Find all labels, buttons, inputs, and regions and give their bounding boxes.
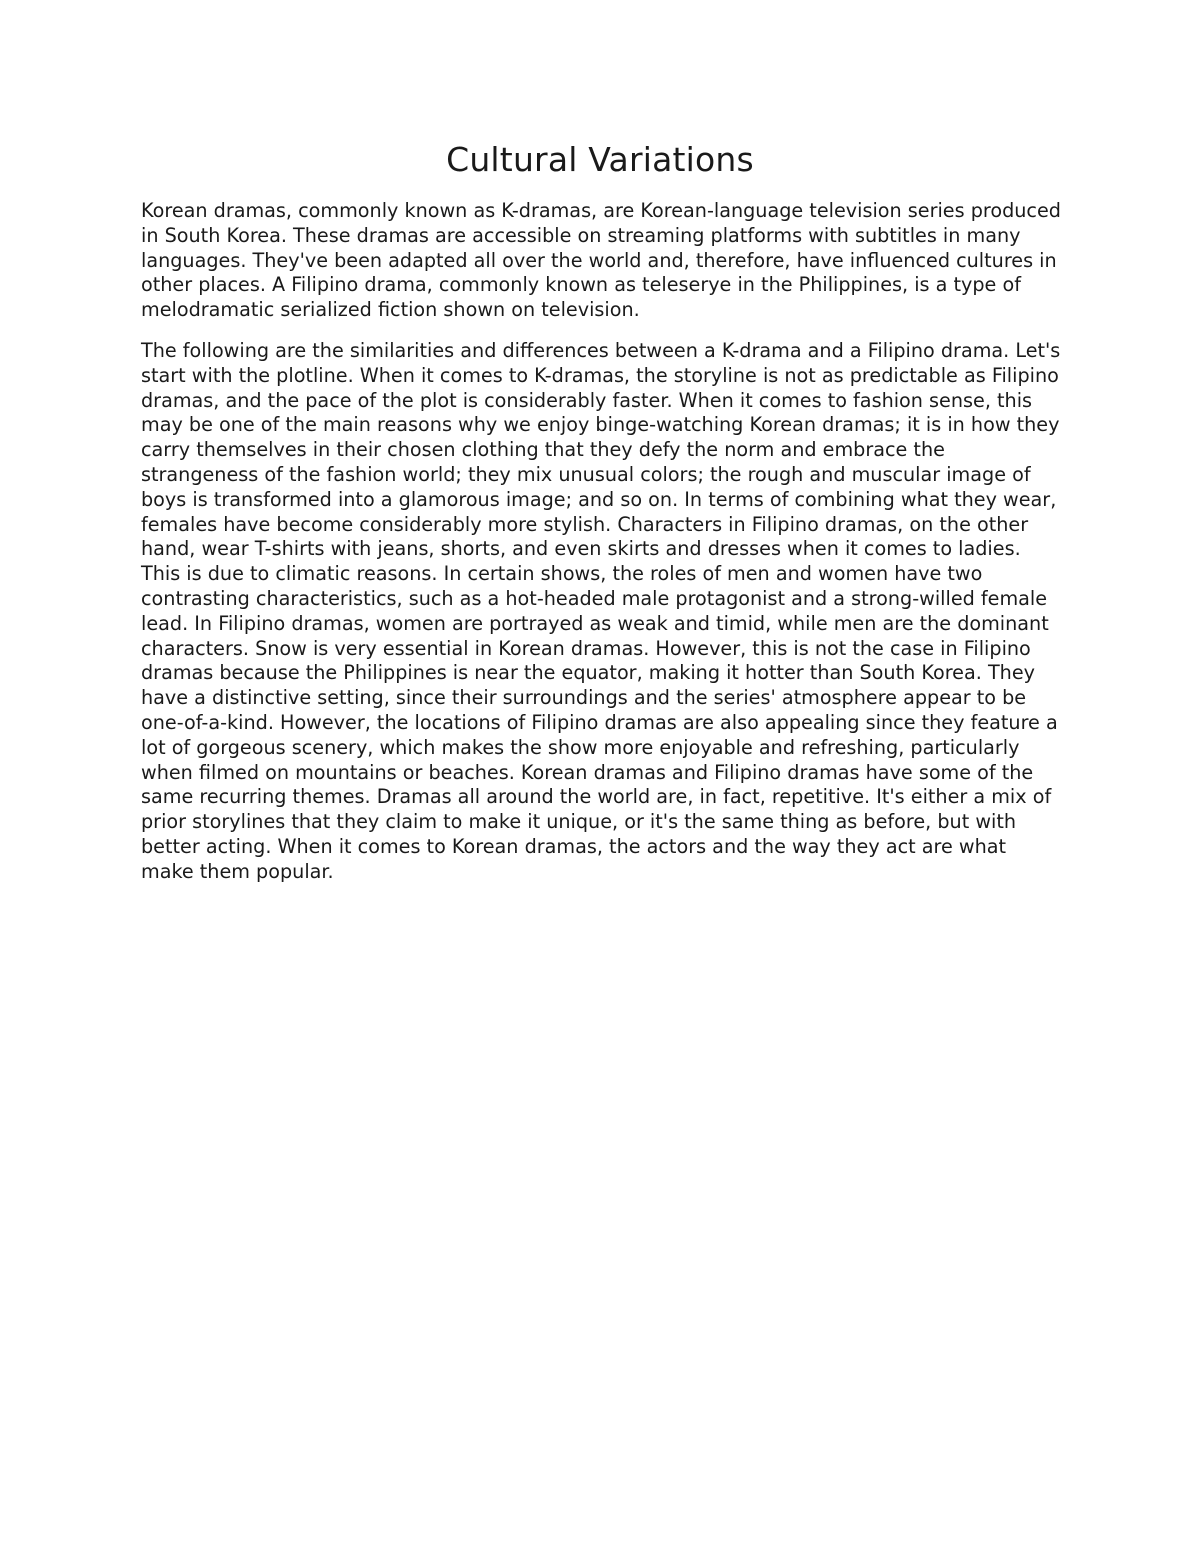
paragraph-comparison: The following are the similarities and differences between a K-drama and a Filipino drama. Let's start with the plotline. When it comes to K-dramas, the storyline is not as predictable as Filipino dramas, and the pace of the plot is considerably faster. When it comes to fashion sense, this may be one of the main reasons why we enjoy binge-watching Korean dramas; it is in how they carry themselves in their chosen clothing that they defy the norm and embrace the strangeness of the fashion world; they mix unusual colors; the rough and muscular image of boys is transformed into a glamorous image; and so on. In terms of combining what they wear, females have become considerably more stylish. Characters in Filipino dramas, on the other hand, wear T-shirts with jeans, shorts, and even skirts and dresses when it comes to ladies. This is due to climatic reasons. In certain shows, the roles of men and women have two contrasting characteristics, such as a hot-headed male protagonist and a strong-willed female lead. In Filipino dramas, women are portrayed as weak and timid, while men are the dominant characters. Snow is very essential in Korean dramas. However, this is not the case in Filipino dramas because the Philippines is near the equator, making it hotter than South Korea. They have a distinctive setting, since their surroundings and the series' atmosphere appear to be one-of-a-kind. However, the locations of Filipino dramas are also appealing since they feature a lot of gorgeous scenery, which makes the show more enjoyable and refreshing, particularly when filmed on mountains or beaches. Korean dramas and Filipino dramas have some of the same recurring themes. Dramas all around the world are, in fact, repetitive. It's either a mix of prior storylines that they claim to make it unique, or it's the same thing as before, but with better acting. When it comes to Korean dramas, the actors and the way they act are what make them popular. [141,338,1061,883]
paragraph-intro: Korean dramas, commonly known as K-dramas, are Korean-language television series produced in South Korea. These dramas are accessible on streaming platforms with subtitles in many languages. They've been adapted all over the world and, therefore, have influenced cultures in other places. A Filipino drama, commonly known as teleserye in the Philippines, is a type of melodramatic serialized fiction shown on television. [141,199,1061,322]
document-body [141,199,1061,901]
page-title: Cultural Variations [446,140,754,179]
